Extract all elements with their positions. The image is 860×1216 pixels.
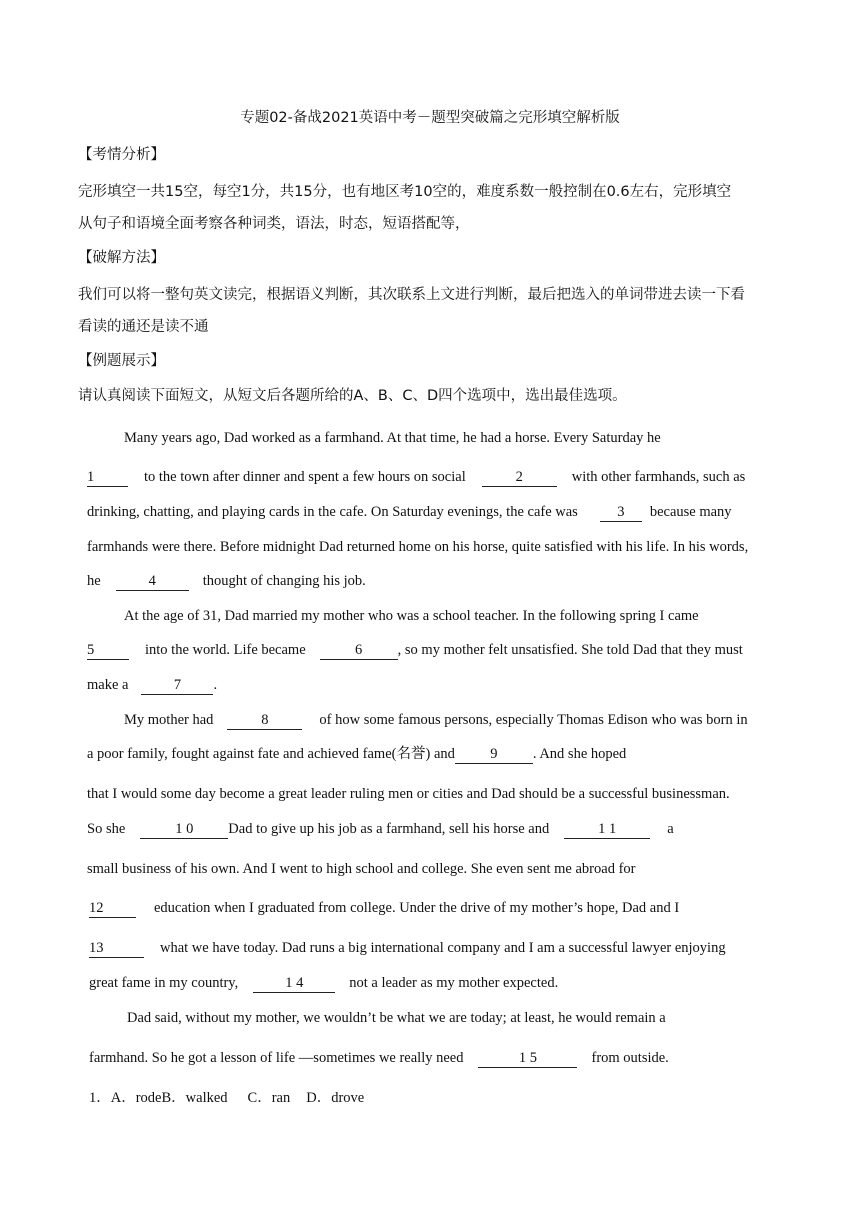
blank-3[interactable]: 3 [600,504,642,522]
p1-line-1: Many years ago, Dad worked as a farmhand. At that time, he had a horse. Every Saturday he [124,430,661,446]
blank-1[interactable]: 1 [87,469,128,487]
p1-line-5-text-b: thought of changing his job. [202,573,366,589]
p3-line-8 [89,973,558,993]
section-heading-method: 【破解方法】 [78,250,165,266]
p1-line-2-text-b: with other farmhands, such as [571,469,746,485]
p2-line-2-text-a: into the world. Life became [145,642,306,658]
p2-line-3-text-b: . [213,677,218,693]
p3-line-7 [89,938,726,958]
p3-line-4-text-a: So she [87,821,126,837]
p3-line-2-chinese: 名誉 [396,746,426,762]
p3-line-6 [89,898,679,918]
p3-line-4-text-b: Dad to give up his job as a farmhand, sell his horse and [228,821,550,837]
blank-2[interactable]: 2 [482,469,557,487]
p3-line-8-text-a: great fame in my country, [89,975,239,991]
p3-line-2 [87,744,626,764]
question-1-option-a[interactable]: A．rode [110,1090,162,1106]
question-1-option-d[interactable]: D．drove [306,1090,365,1106]
blank-12[interactable]: 12 [89,900,136,918]
question-1-option-c[interactable]: C．ran [247,1090,291,1106]
question-1 [89,1088,364,1108]
page-title [0,108,860,128]
p3-line-6-text: education when I graduated from college. Under the drive of my mother’s hope, Dad and I [154,900,680,916]
p3-line-7-text: what we have today. Dad runs a big international company and I am a successful lawyer enjoying [160,940,726,956]
section-heading-analysis: 【考情分析】 [78,147,165,163]
question-1-option-b[interactable]: B．walked [161,1090,228,1106]
p3-line-8-text-b: not a leader as my mother expected. [349,975,559,991]
blank-15[interactable]: 1 5 [478,1050,577,1068]
analysis-line-2: 从句子和语境全面考察各种词类，语法，时态，短语搭配等， [78,216,470,232]
p1-line-4: farmhands were there. Before midnight Dad returned home on his horse, quite satisfied with his life. In his words, [87,539,749,555]
blank-4[interactable]: 4 [116,573,189,591]
p1-line-2 [87,467,745,487]
p3-line-4 [87,819,674,839]
blank-14[interactable]: 1 4 [253,975,335,993]
blank-7[interactable]: 7 [141,677,213,695]
blank-5[interactable]: 5 [87,642,129,660]
blank-13[interactable]: 13 [89,940,144,958]
blank-11[interactable]: 1 1 [564,821,650,839]
p3-line-3: that I would some day become a great leader ruling men or cities and Dad should be a successful businessman. [87,786,730,802]
section-heading-example: 【例题展示】 [78,353,165,369]
blank-8[interactable]: 8 [227,712,302,730]
p2-line-1: At the age of 31, Dad married my mother who was a school teacher. In the following spring I came [124,608,699,624]
p3-line-2-text-a: a poor family, fought against fate and achieved fame( [87,746,397,762]
p4-line-2-text-b: from outside. [591,1050,669,1066]
p1-line-3-text-a: drinking, chatting, and playing cards in the cafe. On Saturday evenings, the cafe was [87,504,578,520]
p3-line-1-text-b: of how some famous persons, especially Thomas Edison who was born in [319,712,748,728]
method-line-2: 看读的通还是读不通 [78,319,209,335]
p2-line-3-text-a: make a [87,677,129,693]
blank-10[interactable]: 1 0 [140,821,228,839]
p1-line-3 [87,502,732,522]
p3-line-5: small business of his own. And I went to high school and college. She even sent me abroad for [87,861,636,877]
p3-line-2-text-b: ) and [425,746,455,762]
p2-line-2-text-b: , so my mother felt unsatisfied. She told Dad that they must [397,642,743,658]
p4-line-2-text-a: farmhand. So he got a lesson of life —sometimes we really need [89,1050,464,1066]
blank-6[interactable]: 6 [320,642,398,660]
p3-line-1-text-a: My mother had [124,712,214,728]
blank-9[interactable]: 9 [455,746,533,764]
p2-line-3 [87,675,217,695]
p4-line-2 [89,1048,669,1068]
instruction-line: 请认真阅读下面短文，从短文后各题所给的A、B、C、D四个选项中，选出最佳选项。 [78,388,627,404]
title-text: 专题02-备战2021英语中考－题型突破篇之完形填空解析版 [240,110,620,126]
p1-line-5-text-a: he [87,573,101,589]
method-line-1: 我们可以将一整句英文读完，根据语义判断，其次联系上文进行判断，最后把选入的单词带进去读一下看 [78,287,745,303]
p3-line-4-text-c: a [667,821,674,837]
p1-line-5 [87,571,366,591]
p4-line-1: Dad said, without my mother, we wouldn’t be what we are today; at least, he would remain a [127,1010,666,1026]
p3-line-2-text-c: . And she hoped [532,746,627,762]
analysis-line-1: 完形填空一共15空，每空1分，共15分，也有地区考10空的，难度系数一般控制在0.6左右，完形填空 [78,184,732,200]
p1-line-2-text-a: to the town after dinner and spent a few hours on social [144,469,466,485]
question-1-number: 1． [89,1090,111,1106]
p3-line-1 [124,710,748,730]
p1-line-3-text-b: because many [649,504,732,520]
p2-line-2 [87,640,743,660]
